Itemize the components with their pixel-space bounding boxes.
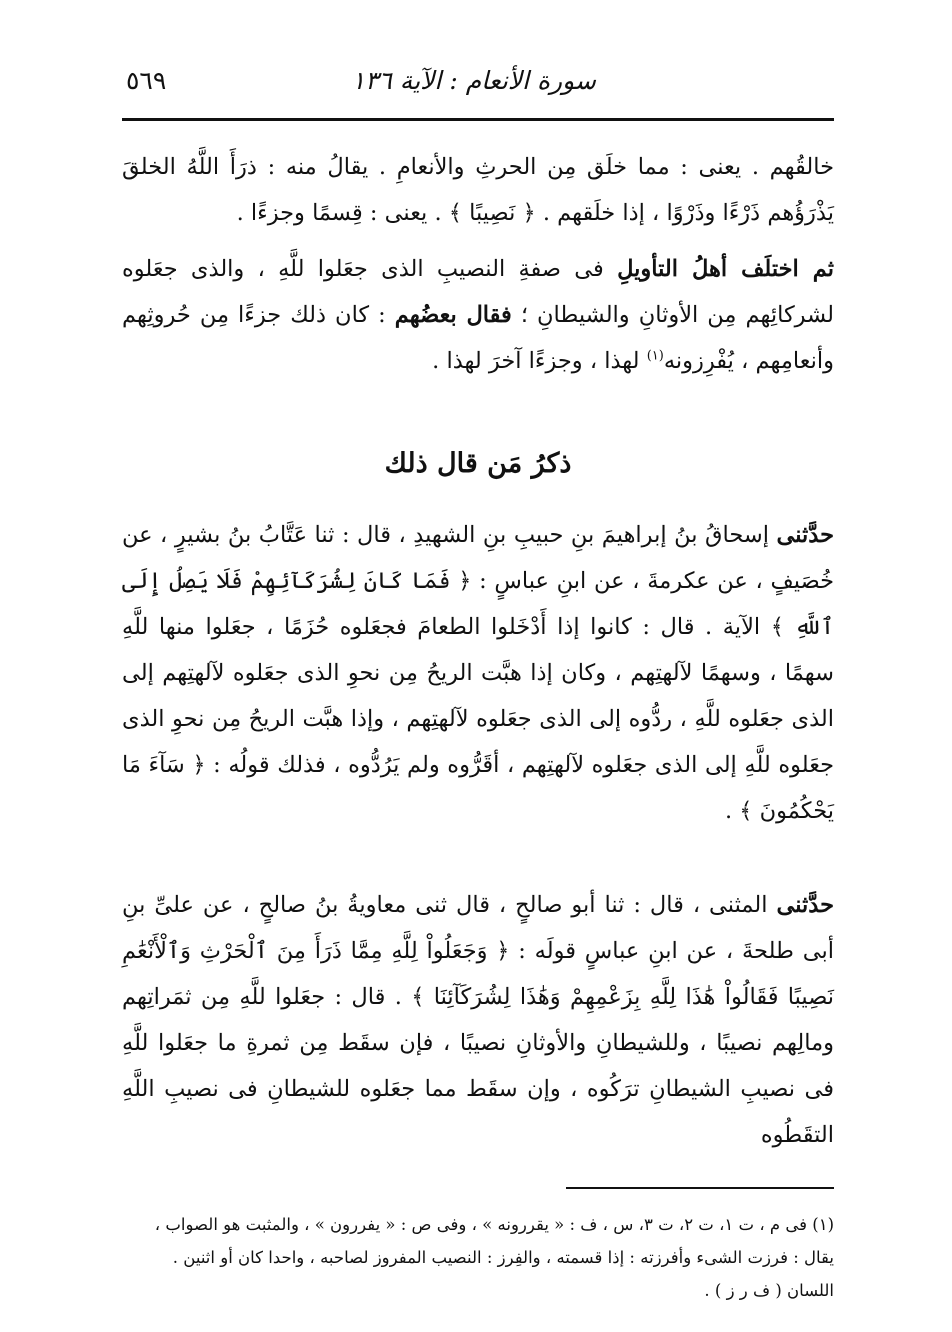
paragraph-2	[122, 246, 834, 384]
section-heading: ذكرُ مَن قال ذلك	[384, 448, 572, 479]
hadith-2	[122, 882, 834, 1158]
footnote-line-2: يقال : فرزت الشىء وأفرزته : إذا قسمته ، والفِرز : النصيب المفروز لصاحبه ، واحدا كان أو اثنين .	[172, 1248, 834, 1267]
footnote-line-3: اللسان ( ف ر ز ) .	[704, 1281, 834, 1300]
paragraph-2-text-c: لهذا ، وجزءًا آخرَ لهذا .	[432, 348, 640, 374]
hadith-1-text-c: .	[724, 798, 733, 824]
hadith-1	[122, 512, 834, 834]
hadith-2-text-a: المثنى ، قال : ثنا أبو صالحٍ ، قال ثنى معاويةُ بنُ صالحٍ ، عن علىِّ بنِ أبى طلحةَ ، عن ابنِ عباسٍ قولَه :	[122, 892, 834, 964]
page-number: ٥٦٩	[126, 66, 167, 95]
hadith-2-text-b: . قال : جعَلوا للَّهِ مِن ثمَراتِهم ومالِهم نصيبًا ، وللشيطانِ والأوثانِ نصيبًا ، فإن سقَط مِن ثمرةِ ما جعَلوا للَّهِ فى نصيبِ الشيطانِ ترَكُوه ، وإن سقَط مما جعَلوه للشيطانِ فى نصيبِ اللَّهِ التقَطُوه	[122, 984, 834, 1148]
footnote-divider	[566, 1187, 834, 1189]
hadith-1-quran-2: ﴿ سَآءَ مَا يَحْكُمُونَ ﴾	[122, 752, 834, 824]
paragraph-2-lead-2: فقال بعضُهم	[394, 302, 512, 328]
paragraph-2-text-b: : كان ذلك جزءًا مِن حُروثِهم وأنعامِهم ، يُفْرِزونه	[122, 302, 834, 374]
footnotes	[122, 1208, 834, 1307]
hadith-1-text-b: الآية . قال : كانوا إذا أَدْخَلوا الطعامَ فجعَلوه حُزَمًا ، جعَلوا منها للَّهِ سهمًا ، وسهمًا لآلهتِهم ، وكان إذا هبَّت الريحُ مِن نحوِ الذى جعَلوه لآلهتِهم إلى الذى جعَلوه للَّهِ ، ردُّوه إلى الذى جعَلوه لآلهتِهم ، وإذا هبَّت الريحُ مِن نحوِ الذى جعَلوه للَّهِ إلى الذى جعَلوه لآلهتِهم ، أقَرُّوه ولم يَرُدُّوه ، فذلك قولُه :	[122, 614, 834, 778]
hadith-1-lead: حدَّثنى	[776, 522, 834, 548]
header-divider	[122, 118, 834, 121]
paragraph-2-text-a: فى صفةِ النصيبِ الذى جعَلوا للَّهِ ، والذى جعَلوه لشركائِهم مِن الأوثانِ والشيطانِ ؛	[122, 256, 835, 328]
footnote-ref: (١)	[646, 348, 664, 364]
page-header	[122, 62, 834, 108]
hadith-2-quran: ﴿ وَجَعَلُواْ لِلَّهِ مِمَّا ذَرَأَ مِنَ ٱلْحَرْثِ وَٱلْأَنْعَٰمِ نَصِيبًا فَقَالُواْ هَٰذَا لِلَّهِ بِزَعْمِهِمْ وَهَٰذَا لِشُرَكَآئِنَا ﴾	[122, 938, 834, 1010]
paragraph-2-lead: ثم اختلَف أهلُ التأويلِ	[617, 256, 834, 282]
hadith-2-paragraph	[122, 882, 834, 1158]
paragraph-1-end: . يعنى : قِسمًا وجزءًا .	[236, 200, 442, 226]
hadith-1-paragraph	[122, 512, 834, 834]
intro-text	[122, 144, 834, 384]
quran-quote: ﴿ نَصِيبًا ﴾	[448, 200, 536, 226]
running-title: سورة الأنعام : الآية ١٣٦	[351, 66, 596, 95]
hadith-2-lead: حدَّثنى	[776, 892, 835, 918]
paragraph-1-text: خالقُهم . يعنى : مما خلَق مِن الحرثِ والأنعامِ . يقالُ منه : ذرَأَ اللَّهُ الخلقَ يَذْرَؤُهم ذَرْءًا وذَرْوًا ، إذا خلَقهم .	[122, 154, 834, 226]
hadith-1-text-a: إسحاقُ بنُ إبراهيمَ بنِ حبيبِ بنِ الشهيدِ ، قال : ثنا عَتَّابُ بنُ بشيرٍ ، عن خُصَيفٍ ، عن عكرمةَ ، عن ابنِ عباسٍ :	[122, 522, 834, 594]
footnote-line-1: (١) فى م ، ت ١، ت ٢، ت ٣، س ، ف : « يقررونه » ، وفى ص : « يفررون » ، والمثبت هو الصواب ،	[154, 1215, 834, 1234]
paragraph-1	[122, 144, 834, 236]
hadith-1-quran: ﴿ فَمَا كَانَ لِشُرَكَآئِهِمْ فَلَا يَصِلُ إِلَى ٱللَّهِ ﴾	[122, 568, 835, 640]
